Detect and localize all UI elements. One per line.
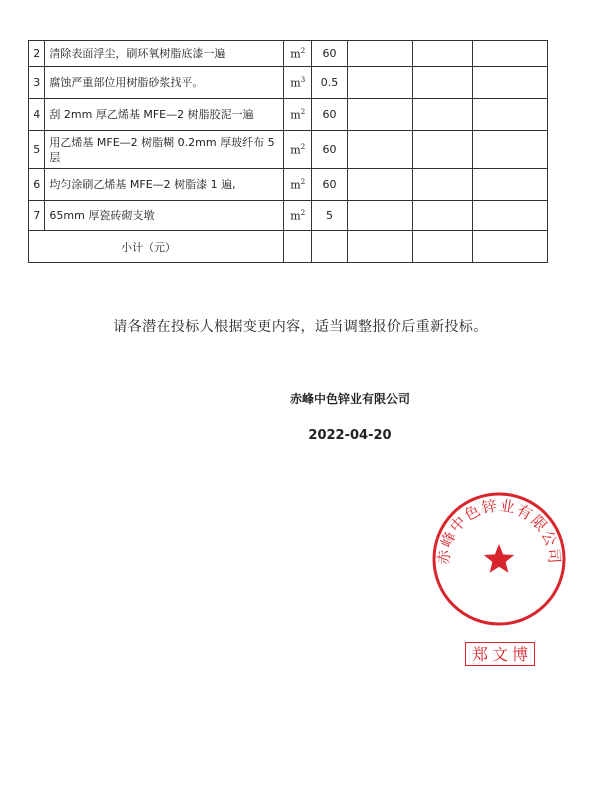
- empty-cell: [473, 131, 548, 169]
- work-description: 清除表面浮尘，刷环氧树脂底漆一遍: [45, 41, 284, 67]
- table-row: [29, 201, 548, 231]
- empty-cell: [412, 201, 473, 231]
- empty-cell: [412, 99, 473, 131]
- empty-cell: [473, 67, 548, 99]
- unit-cell: $m^2$: [284, 131, 312, 169]
- empty-cell: [473, 169, 548, 201]
- issue-date: 2022-04-20: [308, 428, 392, 443]
- table-row: [29, 67, 548, 99]
- quantity-cell: 60: [312, 169, 348, 201]
- subtotal-row: [29, 231, 548, 263]
- empty-cell: [412, 67, 473, 99]
- empty-cell: [473, 99, 548, 131]
- row-number: 2: [29, 41, 45, 67]
- unit-cell: $m^2$: [284, 41, 312, 67]
- row-number: 7: [29, 201, 45, 231]
- table-row: [29, 41, 548, 67]
- unit-cell: $m^2$: [284, 99, 312, 131]
- star-icon: [484, 544, 514, 573]
- empty-cell: [347, 41, 412, 67]
- empty-cell: [347, 201, 412, 231]
- unit-cell: $m^2$: [284, 201, 312, 231]
- empty-cell: [473, 201, 548, 231]
- table-row: [29, 99, 548, 131]
- row-number: 4: [29, 99, 45, 131]
- empty-cell: [347, 99, 412, 131]
- empty-cell: [412, 131, 473, 169]
- empty-cell: [412, 169, 473, 201]
- empty-cell: [347, 169, 412, 201]
- row-number: 5: [29, 131, 45, 169]
- empty-cell: [284, 231, 312, 263]
- subtotal-label: 小计（元）: [29, 231, 284, 263]
- row-number: 6: [29, 169, 45, 201]
- notice-text: 请各潜在投标人根据变更内容，适当调整报价后重新投标。: [113, 319, 488, 335]
- work-description: 刮 2mm 厚乙烯基 MFE—2 树脂胶泥一遍: [45, 99, 284, 131]
- empty-cell: [312, 231, 348, 263]
- quantity-cell: 60: [312, 41, 348, 67]
- table-row: [29, 131, 548, 169]
- company-name: 赤峰中色锌业有限公司: [289, 392, 410, 406]
- company-seal: [431, 491, 567, 627]
- empty-cell: [473, 41, 548, 67]
- seal-text: 赤峰中色锌业有限公司: [434, 496, 564, 566]
- unit-cell: $m^2$: [284, 169, 312, 201]
- quantity-cell: 5: [312, 201, 348, 231]
- table-row: [29, 169, 548, 201]
- empty-cell: [347, 231, 412, 263]
- row-number: 3: [29, 67, 45, 99]
- quantity-table: [28, 40, 548, 263]
- signature-stamp: 郑文博: [465, 642, 535, 666]
- quantity-cell: 60: [312, 131, 348, 169]
- unit-cell: $m^3$: [284, 67, 312, 99]
- quantity-cell: 0.5: [312, 67, 348, 99]
- work-description: 均匀涂刷乙烯基 MFE—2 树脂漆 1 遍,: [45, 169, 284, 201]
- empty-cell: [347, 131, 412, 169]
- empty-cell: [412, 231, 473, 263]
- work-description: 用乙烯基 MFE—2 树脂糊 0.2mm 厚玻纤布 5 层: [45, 131, 284, 169]
- work-description: 65mm 厚瓷砖砌支墩: [45, 201, 284, 231]
- quantity-cell: 60: [312, 99, 348, 131]
- work-description: 腐蚀严重部位用树脂砂浆找平。: [45, 67, 284, 99]
- empty-cell: [347, 67, 412, 99]
- empty-cell: [412, 41, 473, 67]
- empty-cell: [473, 231, 548, 263]
